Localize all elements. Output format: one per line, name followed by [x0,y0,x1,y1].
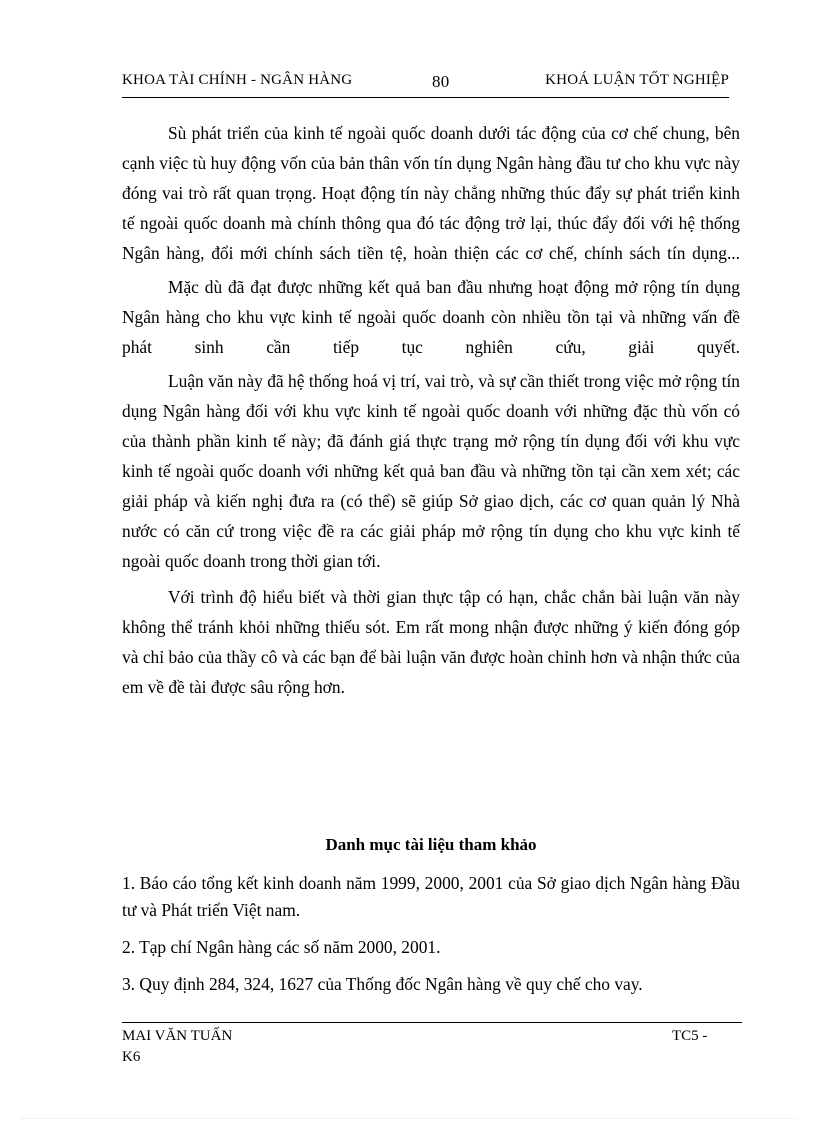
footer-author: MAI VĂN TUẤN [122,1028,233,1044]
paragraph-4: Với trình độ hiểu biết và thời gian thực tập có hạn, chắc chắn bài luận văn này không thể tránh khỏi những thiếu sót. Em rất mong nhận được những ý kiến đóng góp và chỉ bảo của thầy cô và các bạn để bài luận văn được hoàn chỉnh hơn và nhận thức của em về đề tài được sâu rộng hơn. [122,587,740,697]
page-number: 80 [432,72,450,91]
paragraph-3: Luận văn này đã hệ thống hoá vị trí, vai trò, và sự cần thiết trong việc mở rộng tín dụng Ngân hàng đối với khu vực kinh tế ngoài quốc doanh với những đặc thù vốn có của thành phần kinh tế này; đã đánh giá thực trạng mở rộng tín dụng đối với khu vực kinh tế ngoài quốc doanh với những kết quả ban đầu và những tồn tại cần xem xét; các giải pháp và kiến nghị đưa ra (có thể) sẽ giúp Sở giao dịch, các cơ quan quản lý Nhà nước có căn cứ trong việc đề ra các giải pháp mở rộng tín dụng cho khu vực kinh tế ngoài quốc doanh trong thời gian tới. [122,371,740,571]
reference-item-2: 2. Tạp chí Ngân hàng các số năm 2000, 2001. [122,937,441,957]
footer-divider [122,1022,742,1023]
reference-item-1: 1. Báo cáo tổng kết kinh doanh năm 1999, 2000, 2001 của Sở giao dịch Ngân hàng Đầu tư và Phát triển Việt nam. [122,873,740,920]
paragraph-2: Mặc dù đã đạt được những kết quả ban đầu nhưng hoạt động mở rộng tín dụng Ngân hàng cho khu vực kinh tế ngoài quốc doanh còn nhiều tồn tại và những vấn đề phát sinh cần tiếp tục nghiên cứu, giải quyết. [122,277,740,357]
footer-class-suffix: K6 [122,1049,141,1065]
header-divider [122,97,729,98]
header-thesis-type: KHOÁ LUẬN TỐT NGHIỆP [545,72,729,88]
references-list [122,870,740,1008]
paragraph-1: Sù phát triển của kinh tế ngoài quốc doanh dưới tác động của cơ chế chung, bên cạnh việc tù huy động vốn của bản thân vốn tín dụng Ngân hàng đầu tư cho khu vực này đóng vai trò rất quan trọng. Hoạt động tín này chẳng những thúc đẩy sự phát triển kinh tế ngoài quốc doanh mà chính thông qua đó tác động trở lại, thúc đẩy đối với hệ thống Ngân hàng, đổi mới chính sách tiền tệ, hoàn thiện các cơ chế, chính sách tín dụng... [122,123,740,263]
body-text [122,118,740,706]
reference-item-3: 3. Quy định 284, 324, 1627 của Thống đốc Ngân hàng về quy chế cho vay. [122,974,643,994]
footer-class: TC5 - [672,1028,708,1044]
page-footer-left [122,1026,232,1068]
references-title: Danh mục tài liệu tham khảo [325,835,537,854]
header-faculty: KHOA TÀI CHÍNH - NGÂN HÀNG [122,72,353,88]
page-edge-divider [20,1118,796,1119]
page-header [122,68,729,96]
